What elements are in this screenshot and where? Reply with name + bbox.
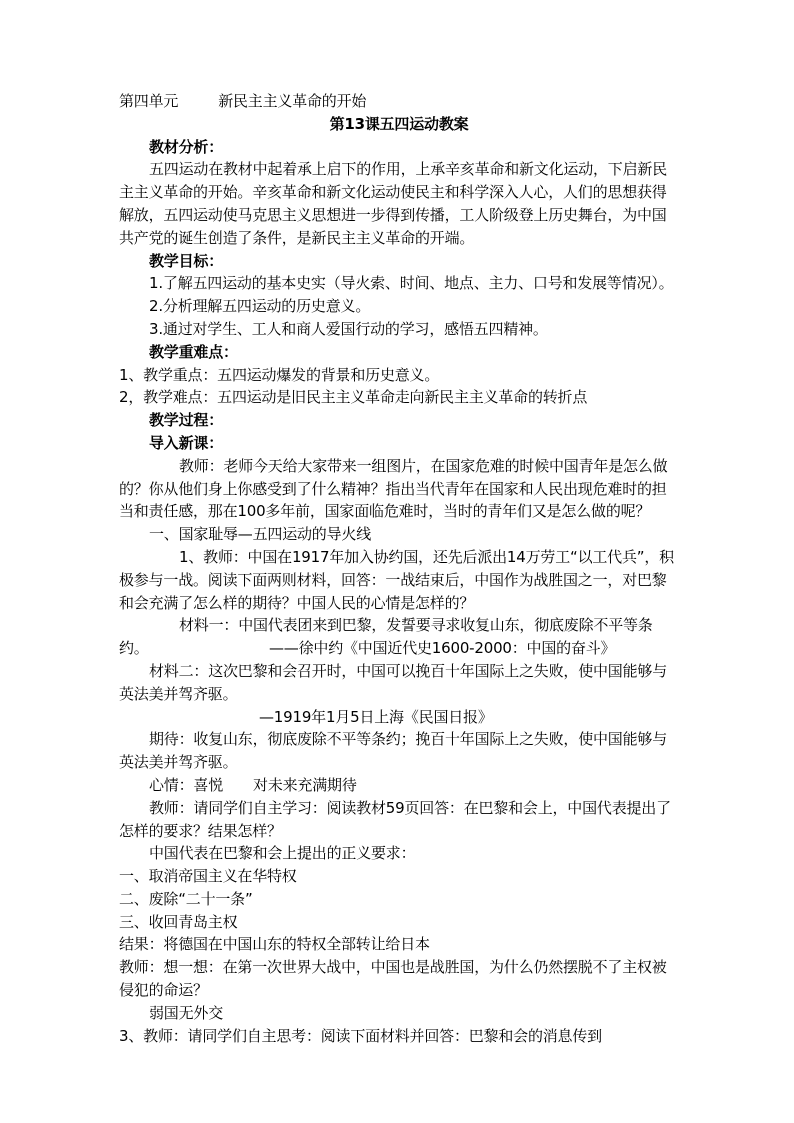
goal-item: 2.分析理解五四运动的历史意义。 — [149, 297, 371, 316]
document-body — [119, 90, 679, 1047]
key-point-item: 2，教学难点：五四运动是旧民主主义革命走向新民主主义革命的转折点 — [119, 388, 588, 407]
unit-heading — [119, 90, 679, 113]
demand-item: 三、收回青岛主权 — [119, 912, 238, 931]
goal-item: 1.了解五四运动的基本史实（导火索、时间、地点、主力、口号和发展等情况）。 — [149, 274, 674, 293]
question-1: 1、教师：中国在1917年加入协约国，还先后派出14万劳工“以工代兵”，积极参与一战。阅读下面两则材料，回答：一战结束后，中国作为战胜国之一，对巴黎和会充满了怎么样的期待？中国人民的心情是怎样的？ — [119, 547, 674, 612]
material-2: 材料二：这次巴黎和会召开时，中国可以挽百十年国际上之失败，使中国能够与英法美并驾齐驱。 — [119, 661, 668, 703]
key-points-heading: 教学重难点： — [149, 342, 238, 361]
unit-title: 新民主主义革命的开始 — [218, 92, 367, 110]
intro-text: 教师：老师今天给大家带来一组图片，在国家危难的时候中国青年是怎么做的？你从他们身上你感受到了什么精神？指出当代青年在国家和人民出现危难时的担当和责任感，那在100多年前，国家面临危难时，当时的青年们又是怎么做的呢？ — [119, 456, 668, 521]
material-2-source: —1919年1月5日上海《民国日报》 — [259, 707, 493, 726]
demands-intro: 中国代表在巴黎和会上提出的正义要求： — [149, 844, 416, 863]
goal-item: 3.通过对学生、工人和商人爱国行动的学习，感悟五四精神。 — [149, 319, 548, 338]
mood-line — [119, 774, 679, 797]
unit-label: 第四单元 — [119, 92, 179, 110]
question-3: 教师：想一想：在第一次世界大战中，中国也是战胜国，为什么仍然摆脱不了主权被侵犯的命运？ — [119, 958, 667, 1000]
material-1-source: ——徐中约《中国近代史1600-2000：中国的奋斗》 — [269, 639, 616, 658]
mood-label: 心情：喜悦 — [149, 775, 224, 794]
intro-heading: 导入新课： — [149, 433, 224, 452]
key-point-item: 1、教学重点：五四运动爆发的背景和历史意义。 — [119, 365, 440, 384]
process-heading: 教学过程： — [149, 411, 224, 430]
demand-item: 一、取消帝国主义在华特权 — [119, 867, 297, 886]
expectation-text: 期待：收复山东，彻底废除不平等条约；挽百十年国际上之失败，使中国能够与英法美并驾齐驱。 — [119, 730, 668, 772]
material-1: 材料一：中国代表团来到巴黎，发誓要寻求收复山东，彻底废除不平等条约。 — [119, 616, 653, 658]
analysis-heading: 教材分析： — [149, 137, 224, 156]
part1-title: 一、国家耻辱—五四运动的导火线 — [149, 525, 372, 544]
answer-3: 弱国无外交 — [149, 1003, 224, 1022]
question-4: 3、教师：请同学们自主思考：阅读下面材料并回答：巴黎和会的消息传到 — [119, 1026, 602, 1045]
lesson-title: 第13课五四运动教案 — [329, 114, 469, 133]
goals-heading: 教学目标： — [149, 251, 224, 270]
analysis-text: 五四运动在教材中起着承上启下的作用，上承辛亥革命和新文化运动，下启新民主主义革命的开始。辛亥革命和新文化运动使民主和科学深入人心，人们的思想获得解放，五四运动使马克思主义思想进一步得到传播，工人阶级登上历史舞台，为中国共产党的诞生创造了条件，是新民主主义革命的开端。 — [119, 160, 668, 247]
question-2: 教师：请同学们自主学习：阅读教材59页回答：在巴黎和会上，中国代表提出了怎样的要求？结果怎样？ — [119, 798, 671, 840]
result-text: 结果：将德国在中国山东的特权全部转让给日本 — [119, 935, 430, 954]
mood-value: 对未来充满期待 — [253, 775, 357, 794]
demand-item: 二、废除“二十一条” — [119, 889, 253, 908]
